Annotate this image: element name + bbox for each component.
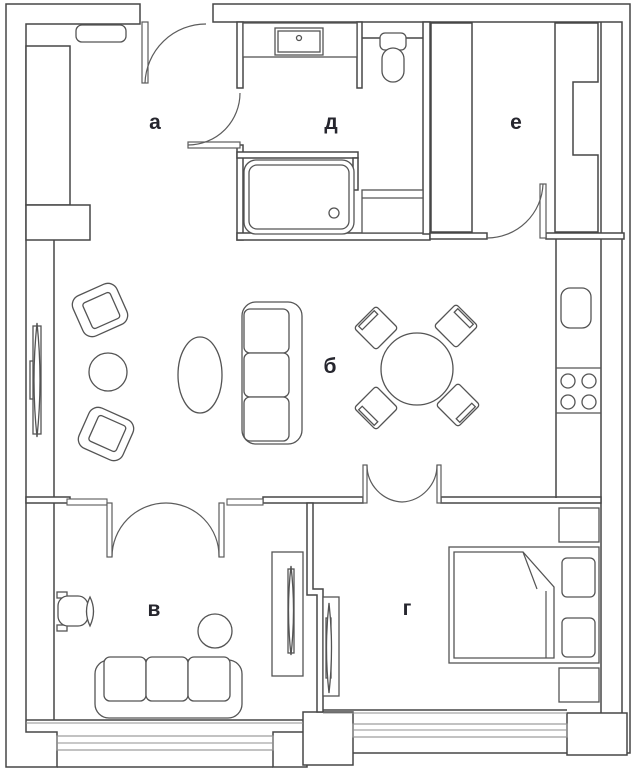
- wall-tub-nook-top: [237, 152, 358, 158]
- desk-chair-back-icon: [87, 597, 94, 626]
- label-room-v: в: [147, 598, 161, 621]
- study-door-leaf-left: [107, 503, 112, 557]
- wall-hall-bath-lower: [237, 145, 243, 240]
- burner-icon-1: [561, 374, 575, 388]
- wardrobe-door-leaf: [540, 184, 546, 238]
- sofa-study-cushion-1: [104, 657, 146, 701]
- burner-icon-2: [582, 374, 596, 388]
- tv-screen-bedroom-icon: [327, 603, 332, 693]
- round-table-study-icon: [198, 614, 232, 648]
- desk-chair-seat-icon: [58, 596, 88, 626]
- bedroom-door-swing-right: [402, 465, 437, 502]
- label-room-g: г: [402, 597, 412, 620]
- label-room-e: е: [510, 111, 522, 134]
- entry-door-swing: [145, 24, 206, 83]
- wardrobe-door-swing: [487, 184, 543, 238]
- wall-bath-wardrobe: [423, 22, 430, 234]
- sofa-living-cushion-2: [244, 353, 289, 397]
- nightstand-icon-bottom: [559, 668, 599, 702]
- label-room-b: б: [323, 355, 337, 378]
- bedroom-door-leaf-left: [363, 465, 367, 503]
- wall-block-bottom-right: [567, 713, 627, 755]
- study-door-sidelight-left: [67, 499, 107, 505]
- wall-block-bottom-left: [273, 732, 307, 767]
- dining-table-icon: [381, 333, 453, 405]
- washer-icon: [362, 190, 423, 233]
- bathroom-door-swing: [188, 93, 240, 145]
- tv-screen-living-icon: [34, 323, 40, 437]
- toilet-bowl-icon: [382, 48, 404, 82]
- pillow-icon-1: [562, 558, 595, 597]
- burner-icon-3: [561, 395, 575, 409]
- study-door-leaf-right: [219, 503, 224, 557]
- sink-basin-icon: [278, 31, 320, 52]
- bedroom-door-leaf-right: [437, 465, 441, 503]
- wall-vanity-post: [357, 22, 362, 88]
- study-door-sidelight-right: [227, 499, 263, 505]
- side-table-icon: [89, 353, 127, 391]
- entry-door-leaf: [142, 22, 148, 83]
- sofa-living-cushion-1: [244, 309, 289, 353]
- faucet-icon: [297, 36, 302, 41]
- wall-wardrobe-bottom-right-seg: [546, 233, 624, 239]
- label-room-a: а: [149, 111, 161, 134]
- bathtub-drain-icon: [329, 208, 339, 218]
- wardrobe-room-right-unit-with-niche: [555, 23, 598, 232]
- sofa-study-cushion-3: [188, 657, 230, 701]
- wall-wardrobe-bottom-left-seg: [430, 233, 487, 239]
- kitchen-sink-icon: [561, 288, 591, 328]
- study-furniture: [57, 552, 303, 718]
- sofa-study-cushion-2: [146, 657, 188, 701]
- pillow-icon-2: [562, 618, 595, 657]
- burner-icon-4: [582, 395, 596, 409]
- hall-closet: [26, 46, 70, 205]
- bedroom-door-swing-left: [367, 465, 402, 502]
- study-door-swing-left: [112, 503, 166, 557]
- armchair-bottom-icon: [75, 404, 137, 464]
- sofa-living-cushion-3: [244, 397, 289, 441]
- tv-screen-study-icon: [289, 566, 294, 655]
- study-door-swing-right: [166, 503, 219, 557]
- wall-hall-bath-upper: [237, 22, 243, 88]
- hall-closet-block: [26, 205, 90, 240]
- hallway-furniture: [76, 25, 126, 42]
- wall-study-bedroom: [307, 503, 323, 712]
- armchair-top-icon: [69, 280, 131, 340]
- bedroom-furniture: [323, 508, 599, 702]
- nightstand-icon-top: [559, 508, 599, 542]
- hall-console-icon: [76, 25, 126, 42]
- wall-living-bedroom-seg: [441, 497, 601, 503]
- coffee-table-icon: [178, 337, 222, 413]
- doors: [107, 22, 546, 557]
- wardrobe-room-left-unit: [431, 23, 472, 232]
- bathtub-inner-icon: [249, 165, 349, 229]
- wall-pillar-bottom-middle: [303, 712, 353, 765]
- wall-living-study-left-seg: [26, 497, 70, 503]
- living-room-furniture: [30, 280, 601, 464]
- wall-living-study-mid-seg: [263, 497, 363, 503]
- label-room-d: д: [324, 111, 338, 134]
